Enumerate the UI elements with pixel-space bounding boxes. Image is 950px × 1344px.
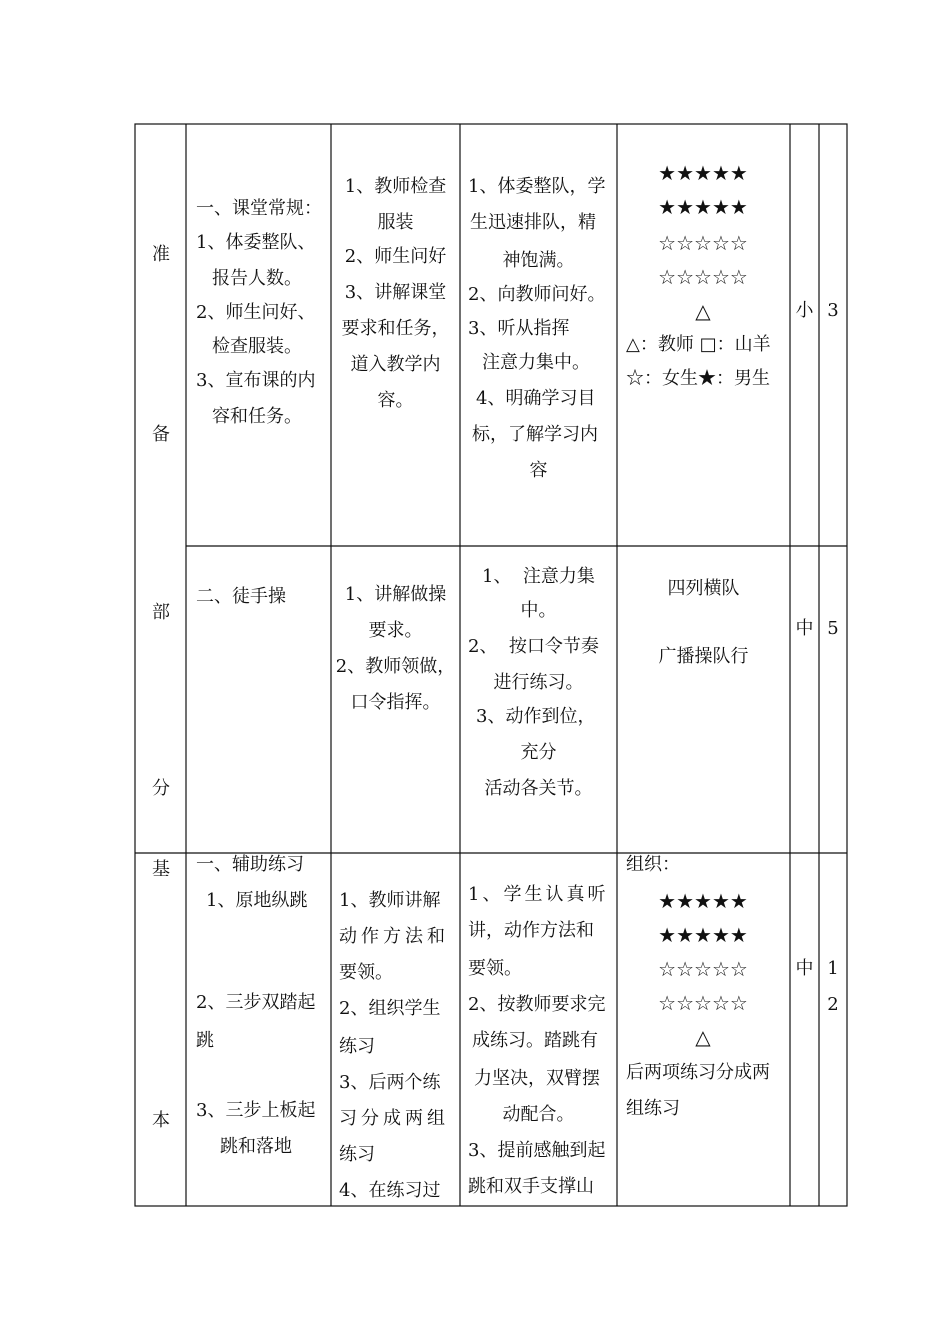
basic-time-digit: 2 — [827, 994, 839, 1015]
section-label-prep-2: 备 — [152, 424, 170, 445]
basic-teacher-line: 4、在练习过 — [339, 1180, 441, 1201]
exercise-student-line: 3、动作到位， — [476, 706, 596, 727]
basic-time-digit: 1 — [827, 958, 839, 979]
exercise-content-line: 二、徒手操 — [196, 586, 286, 607]
routine-intensity: 小 — [795, 300, 814, 321]
basic-student-line: 讲，动作方法和 — [468, 920, 594, 941]
routine-teacher-line: 容。 — [377, 390, 414, 411]
routine-teacher-line: 3、讲解课堂 — [344, 282, 447, 303]
routine-content-line: 报告人数。 — [212, 268, 302, 289]
basic-student-line: 2、按教师要求完 — [468, 994, 606, 1015]
basic-content-line: 2、三步双踏起 — [196, 992, 316, 1013]
female-students-row: ☆☆☆☆☆ — [658, 231, 748, 255]
organization-note: 后两项练习分成两 — [626, 1062, 770, 1083]
routine-content-line: 容和任务。 — [212, 406, 302, 427]
basic-content-line: 一、辅助练习 — [196, 854, 304, 875]
exercise-time: 5 — [827, 618, 839, 639]
routine-student-line: 4、明确学习目 — [476, 388, 596, 409]
section-label-prep-3: 部 — [152, 602, 170, 623]
formation-label: 四列横队 — [667, 578, 740, 599]
section-label-basic-2: 本 — [152, 1110, 170, 1131]
routine-teacher-line: 1、教师检查 — [344, 176, 447, 197]
exercise-teacher-line: 1、讲解做操 — [344, 584, 447, 605]
basic-teacher-line: 练习 — [339, 1144, 375, 1165]
basic-content-line: 跳 — [196, 1030, 214, 1051]
male-students-row: ★★★★★ — [658, 195, 748, 219]
basic-teacher-line: 1、教师讲解 — [339, 890, 441, 911]
routine-student-line: 神饱满。 — [502, 250, 575, 271]
exercise-student-line: 充分 — [520, 742, 557, 763]
routine-student-line: 2、向教师问好。 — [468, 284, 606, 305]
female-students-row: ☆☆☆☆☆ — [658, 991, 748, 1015]
exercise-teacher-line: 口令指挥。 — [350, 692, 441, 713]
formation-label: 广播操队行 — [658, 646, 749, 667]
teacher-marker: △ — [695, 1025, 711, 1049]
routine-teacher-line: 道入教学内 — [350, 354, 441, 375]
basic-student-line: 动配合。 — [502, 1104, 575, 1125]
basic-content-line: 跳和落地 — [220, 1136, 292, 1157]
routine-content-line: 3、宣布课的内 — [196, 370, 316, 391]
exercise-teacher-line: 2、教师领做， — [335, 656, 456, 677]
routine-teacher-line: 2、师生问好 — [344, 246, 447, 267]
exercise-student-line: 活动各关节。 — [484, 778, 593, 799]
basic-content-line: 3、三步上板起 — [196, 1100, 316, 1121]
male-students-row: ★★★★★ — [658, 923, 748, 947]
routine-content-line: 检查服装。 — [212, 336, 302, 357]
basic-student-line: 要领。 — [468, 958, 522, 979]
routine-student-line: 3、听从指挥 — [468, 318, 570, 339]
basic-teacher-line: 习分成两组 — [339, 1108, 449, 1129]
basic-teacher-line: 3、后两个练 — [339, 1072, 441, 1093]
exercise-teacher-line: 要求。 — [368, 620, 423, 641]
routine-content-line: 一、课堂常规： — [196, 198, 322, 219]
exercise-intensity: 中 — [795, 618, 814, 639]
basic-content-line: 1、原地纵跳 — [206, 890, 308, 911]
basic-intensity: 中 — [795, 958, 814, 979]
routine-student-line: 标，了解学习内 — [472, 424, 598, 445]
basic-teacher-line: 要领。 — [339, 962, 393, 983]
exercise-student-line: 中。 — [520, 600, 557, 621]
organization-note: 组练习 — [626, 1098, 680, 1119]
exercise-student-line: 1、 注意力集 — [482, 566, 595, 587]
basic-teacher-line: 练习 — [339, 1036, 375, 1057]
basic-student-line: 1、学生认真听 — [468, 884, 609, 905]
teacher-marker: △ — [695, 299, 711, 323]
routine-student-line: 注意力集中。 — [482, 352, 590, 373]
routine-content-line: 2、师生问好、 — [196, 302, 316, 323]
legend-line: △：教师 □：山羊 — [626, 334, 771, 355]
section-label-prep-1: 准 — [152, 244, 170, 265]
section-label-prep-4: 分 — [152, 778, 170, 799]
male-students-row: ★★★★★ — [658, 161, 748, 185]
routine-time: 3 — [827, 300, 839, 321]
legend-line: ☆：女生★：男生 — [626, 368, 770, 389]
routine-student-line: 生迅速排队，精 — [470, 212, 596, 233]
basic-student-line: 3、提前感触到起 — [468, 1140, 606, 1161]
organization-title: 组织： — [626, 854, 680, 875]
routine-student-line: 1、体委整队，学 — [468, 176, 606, 197]
basic-student-line: 力坚决，双臂摆 — [474, 1068, 600, 1089]
routine-teacher-line: 服装 — [377, 212, 414, 233]
exercise-student-line: 进行练习。 — [493, 672, 584, 693]
female-students-row: ☆☆☆☆☆ — [658, 265, 748, 289]
basic-student-line: 成练习。踏跳有 — [472, 1030, 598, 1051]
basic-teacher-line: 2、组织学生 — [339, 998, 441, 1019]
basic-student-line: 跳和双手支撑山 — [468, 1176, 594, 1197]
female-students-row: ☆☆☆☆☆ — [658, 957, 748, 981]
exercise-student-line: 2、 按口令节奏 — [468, 636, 599, 657]
routine-content-line: 1、体委整队、 — [196, 232, 316, 253]
routine-teacher-line: 要求和任务， — [341, 318, 450, 339]
basic-teacher-line: 动作方法和 — [339, 926, 449, 947]
section-label-basic-1: 基 — [152, 859, 170, 880]
routine-student-line: 容 — [529, 460, 548, 481]
male-students-row: ★★★★★ — [658, 889, 748, 913]
